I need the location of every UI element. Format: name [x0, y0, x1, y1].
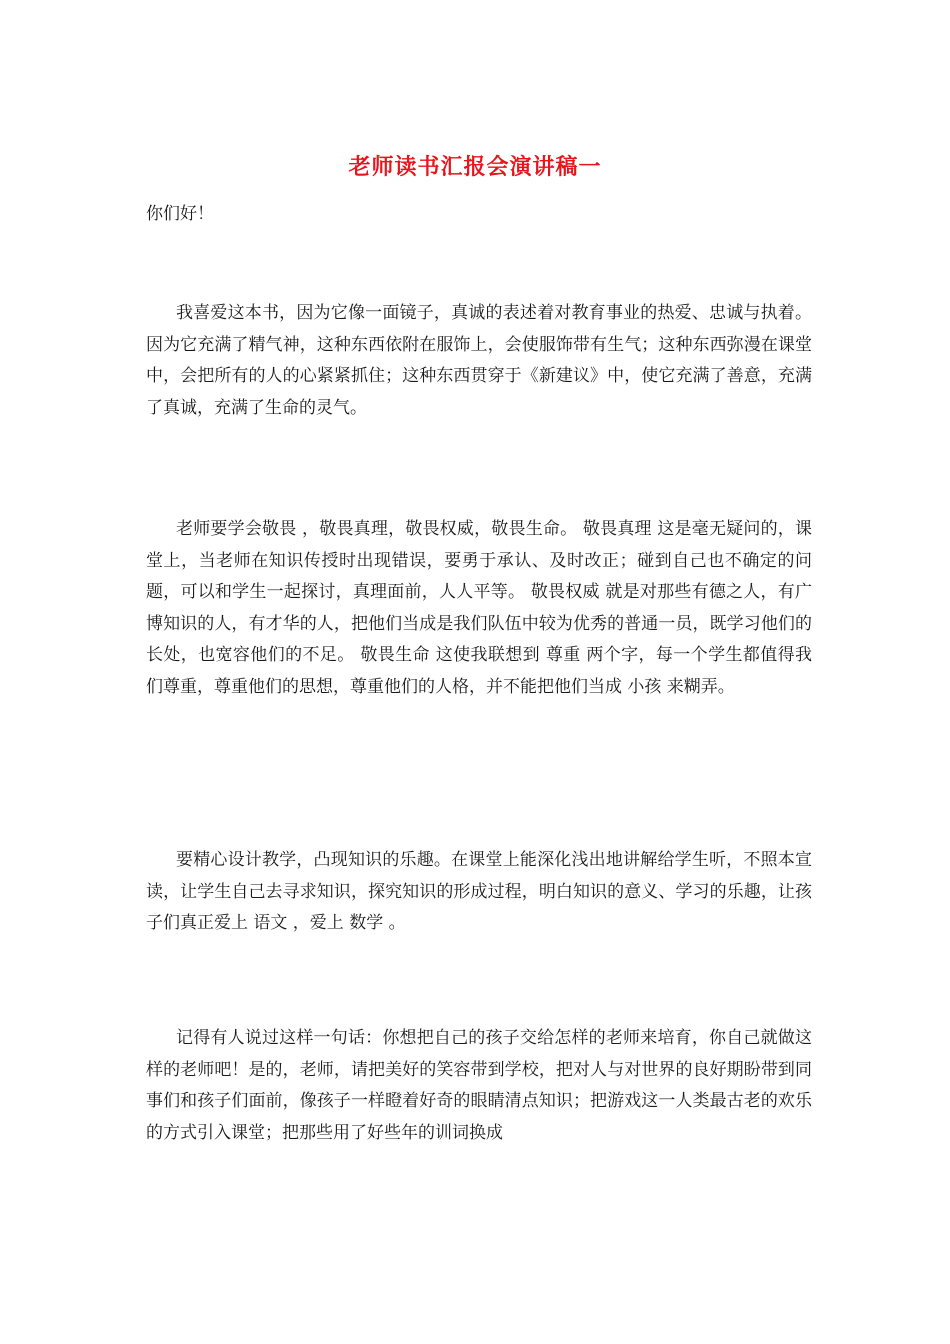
paragraph-1: 我喜爱这本书，因为它像一面镜子，真诚的表述着对教育事业的热爱、忠诚与执着。因为它充满了精气神，这种东西依附在服饰上，会使服饰带有生气；这种东西弥漫在课堂中，会把所有的人的心紧紧抓住；这种东西贯穿于《新建议》中，使它充满了善意，充满了真诚，充满了生命的灵气。: [146, 303, 812, 418]
document-title: 老师读书汇报会演讲稿一: [348, 154, 602, 180]
greeting-line: 你们好！: [146, 204, 214, 224]
paragraph-4: 记得有人说过这样一句话：你想把自己的孩子交给怎样的老师来培育，你自己就做这样的老师吧！是的，老师，请把美好的笑容带到学校，把对人与对世界的良好期盼带到同事们和孩子们面前，像孩子一样瞪着好奇的眼睛清点知识；把游戏这一人类最古老的欢乐的方式引入课堂；把那些用了好些年的训词换成: [146, 1028, 812, 1143]
paragraph-2: 老师要学会敬畏 ，敬畏真理，敬畏权威，敬畏生命。 敬畏真理 这是毫无疑问的，课堂上，当老师在知识传授时出现错误，要勇于承认、及时改正；碰到自己也不确定的问题，可以和学生一起探讨，真理面前，人人平等。 敬畏权威 就是对那些有德之人，有广博知识的人，有才华的人，把他们当成是我们队伍中较为优秀的普通一员，既学习他们的长处，也宽容他们的不足。 敬畏生命 这使我联想到 尊重 两个字，每一个学生都值得我们尊重，尊重他们的思想，尊重他们的人格，并不能把他们当成 小孩 来糊弄。: [146, 519, 812, 697]
paragraph-3: 要精心设计教学，凸现知识的乐趣。在课堂上能深化浅出地讲解给学生听，不照本宣读，让学生自己去寻求知识，探究知识的形成过程，明白知识的意义、学习的乐趣，让孩子们真正爱上 语文 ，爱上 数学 。: [146, 850, 812, 933]
